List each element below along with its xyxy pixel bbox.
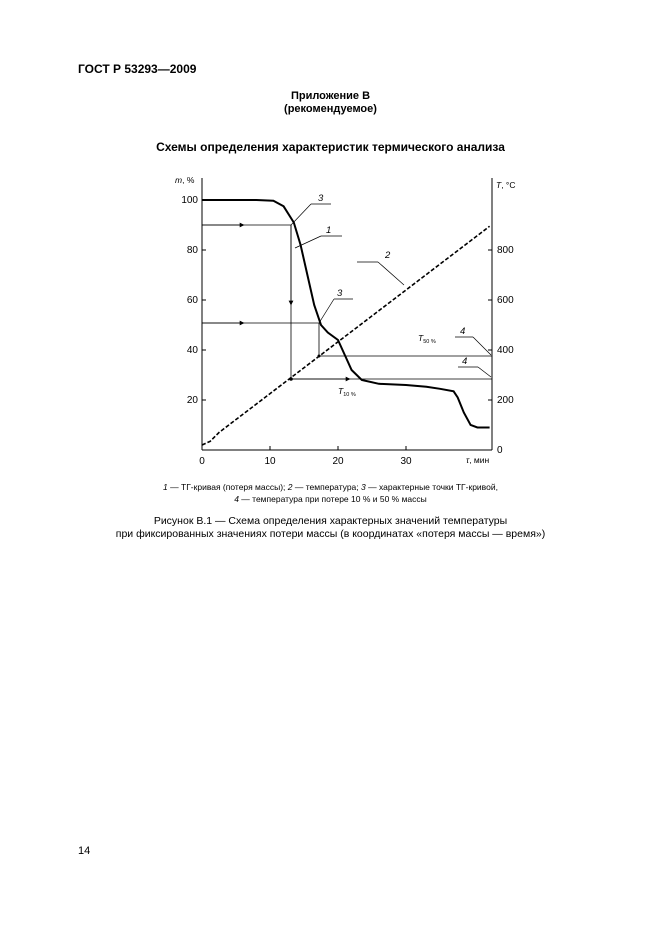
left-tick-label: 20	[186, 395, 198, 406]
page-number: 14	[78, 845, 91, 857]
document-code: ГОСТ Р 53293—2009	[78, 62, 197, 76]
right-tick-label: 400	[497, 345, 514, 356]
legend-line-1	[0, 481, 661, 493]
temperature-line	[202, 226, 490, 445]
x-axis-title	[466, 455, 490, 465]
right-axis-var: T	[496, 180, 502, 190]
left-tick-label: 80	[186, 245, 198, 256]
caption-line-1: Рисунок В.1 — Схема определения характерных значений температуры	[153, 515, 508, 527]
figure-caption	[0, 515, 661, 541]
t50-sub: 50 %	[423, 339, 436, 345]
right-tick-label: 200	[497, 395, 514, 406]
point-t10	[289, 377, 293, 381]
legend-text-1: — ТГ-кривая (потеря массы);	[167, 482, 288, 492]
t10-sub: 10 %	[343, 392, 356, 398]
t50-var: T	[418, 333, 424, 343]
legend-num-1: 1	[163, 482, 168, 492]
x-tick-label: 30	[400, 456, 412, 467]
left-axis-title	[175, 175, 195, 185]
x-tick-label: 0	[199, 456, 205, 467]
right-tick-label: 600	[497, 295, 514, 306]
right-tick-label: 800	[497, 245, 514, 256]
callouts	[291, 193, 491, 377]
x-axis-unit: , мин	[469, 455, 490, 465]
callout-label-2: 2	[385, 250, 391, 261]
callout-leader-4b	[478, 367, 491, 377]
left-axis-var: m	[175, 175, 183, 185]
callout-label-3a: 3	[318, 193, 324, 204]
t10-annotation	[338, 386, 356, 398]
t10-var: T	[338, 386, 344, 396]
left-tick-label: 40	[186, 345, 198, 356]
point-t50	[318, 355, 321, 358]
callout-label-4a: 4	[460, 326, 466, 337]
caption-line-2: при фиксированных значениях потери массы (в координатах «потеря массы — время»)	[115, 528, 546, 540]
left-axis-unit: , %	[182, 175, 195, 185]
legend-text-2: — температура;	[292, 482, 362, 492]
right-tick-label: 0	[497, 445, 503, 456]
legend-num-2: 2	[287, 482, 293, 492]
x-axis-ticks	[199, 446, 412, 467]
reference-lines	[202, 225, 492, 380]
left-tick-label: 100	[181, 195, 198, 206]
legend-text-4: — температура при потере 10 % и 50 % массы	[238, 494, 427, 504]
legend-num-3: 3	[361, 482, 366, 492]
t50-annotation	[418, 333, 436, 345]
legend-num-4: 4	[234, 494, 239, 504]
callout-label-3b: 3	[337, 288, 343, 299]
appendix-title: Приложение В	[290, 90, 371, 102]
right-axis-title	[496, 180, 515, 190]
x-axis-var: τ	[466, 455, 470, 465]
callout-leader-2	[378, 262, 404, 285]
figure-legend	[0, 481, 661, 505]
callout-leader-3a	[291, 204, 311, 225]
callout-leader-4a	[473, 337, 491, 355]
callout-label-4b: 4	[462, 356, 468, 367]
right-axis-unit: , °C	[501, 180, 516, 190]
legend-text-3: — характерные точки ТГ-кривой,	[365, 482, 498, 492]
x-tick-label: 20	[332, 456, 344, 467]
x-tick-label: 10	[264, 456, 276, 467]
section-title: Схемы определения характеристик термического анализа	[156, 140, 505, 154]
left-tick-label: 60	[186, 295, 198, 306]
callout-leader-3b	[319, 299, 334, 323]
legend-line-2	[0, 493, 661, 505]
callout-label-1: 1	[326, 225, 332, 236]
appendix-type: (рекомендуемое)	[284, 103, 377, 115]
